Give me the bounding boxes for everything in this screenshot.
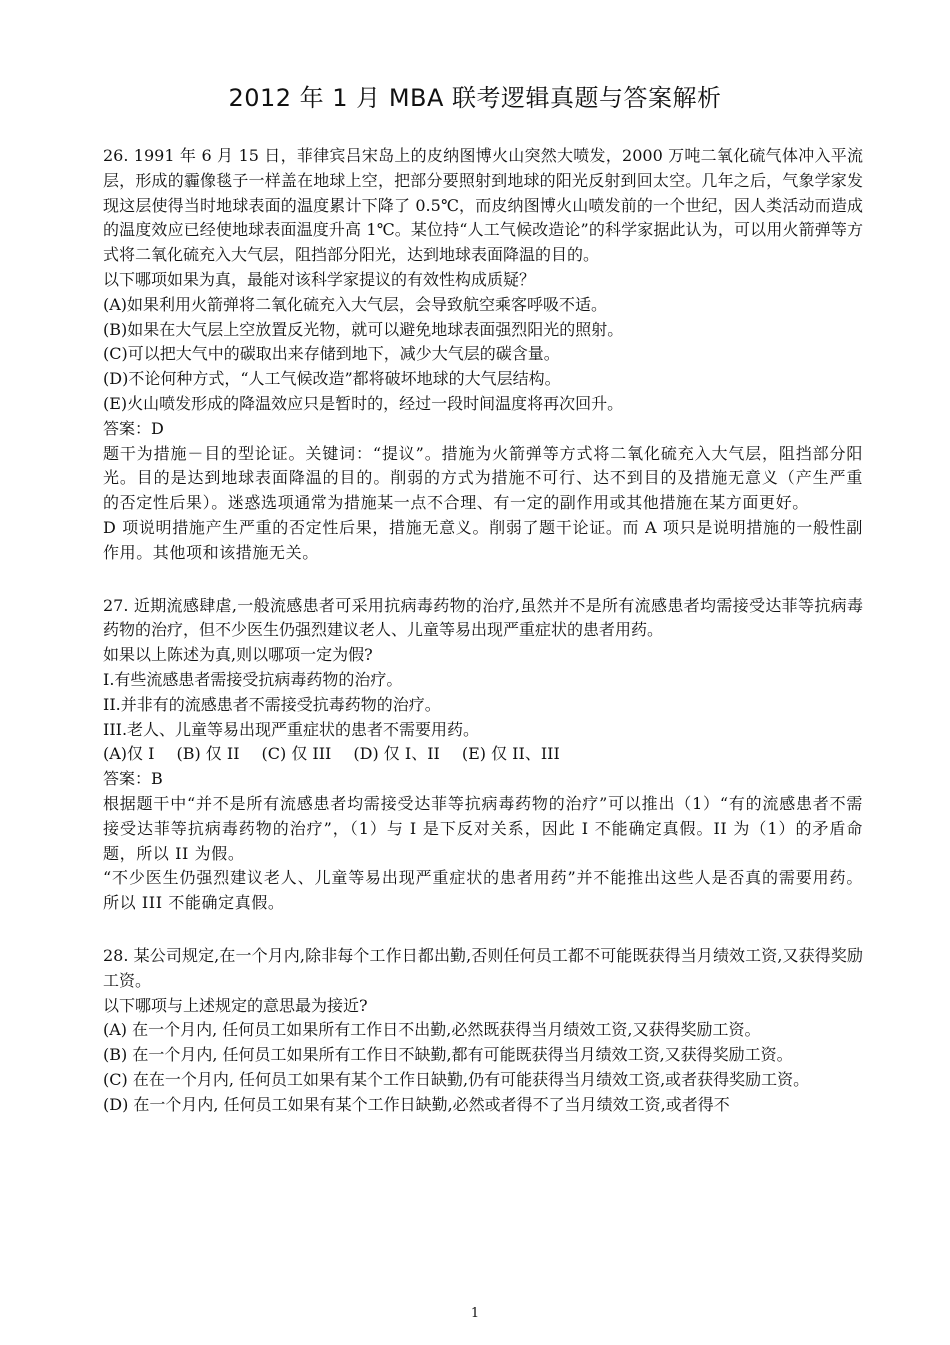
question-stem: 28. 某公司规定,在一个月内,除非每个工作日都出勤,否则任何员工都不可能既获得当月绩效工资,又获得奖励工资。 <box>103 945 863 990</box>
option-d: (D)不论何种方式，“人工气候改造”都将破坏地球的大气层结构。 <box>103 369 561 389</box>
question-prompt: 如果以上陈述为真,则以哪项一定为假? <box>103 645 373 665</box>
option-e: (E)火山喷发形成的降温效应只是暂时的，经过一段时间温度将再次回升。 <box>103 393 624 413</box>
question-stem: 27. 近期流感肆虐,一般流感患者可采用抗病毒药物的治疗,虽然并不是所有流感患者均需接受达菲等抗病毒药物的治疗，但不少医生仍强烈建议老人、儿童等易出现严重症状的患者用药。 <box>103 595 863 640</box>
option-e: (E) 仅 II、III <box>461 744 560 764</box>
question-prompt: 以下哪项如果为真，最能对该科学家提议的有效性构成质疑？ <box>103 269 536 289</box>
document-body <box>103 144 863 1117</box>
section-gap <box>103 566 863 594</box>
option-d: (D) 在一个月内, 任何员工如果有某个工作日缺勤,必然或者得不了当月绩效工资,或者得不 <box>103 1094 730 1114</box>
option-b: (B) 仅 II <box>176 744 240 764</box>
question-28 <box>103 944 863 1118</box>
section-gap <box>103 916 863 944</box>
option-d: (D) 仅 I、II <box>353 744 440 764</box>
analysis-paragraph: D 项说明措施产生严重的否定性后果，措施无意义。削弱了题干论证。而 A 项只是说明措施的一般性副作用。其他项和该措施无关。 <box>103 517 863 562</box>
option-b: (B) 在一个月内, 任何员工如果所有工作日不缺勤,都有可能既获得当月绩效工资,又获得奖励工资。 <box>103 1045 793 1065</box>
page-title: 2012 年 1 月 MBA 联考逻辑真题与答案解析 <box>228 84 722 112</box>
statement-ii: II.并非有的流感患者不需接受抗毒药物的治疗。 <box>103 694 441 714</box>
option-b: (B)如果在大气层上空放置反光物，就可以避免地球表面强烈阳光的照射。 <box>103 319 624 339</box>
answer: 答案：D <box>103 418 164 438</box>
question-prompt: 以下哪项与上述规定的意思最为接近? <box>103 995 368 1015</box>
analysis-paragraph: 题干为措施－目的型论证。关键词：“提议”。措施为火箭弹等方式将二氧化硫充入大气层，阻挡部分阳光。目的是达到地球表面降温的目的。削弱的方式为措施不可行、达不到目的及措施无意义（产生严重的否定性后果）。迷惑选项通常为措施某一点不合理、有一定的副作用或其他措施在某方面更好。 <box>103 443 863 513</box>
statement-iii: III.老人、儿童等易出现严重症状的患者不需要用药。 <box>103 719 480 739</box>
answer: 答案：B <box>103 769 163 789</box>
option-c: (C) 仅 III <box>261 744 332 764</box>
option-a: (A)仅 I <box>103 744 155 764</box>
statement-i: I.有些流感患者需接受抗病毒药物的治疗。 <box>103 669 403 689</box>
analysis-paragraph: “不少医生仍强烈建议老人、儿童等易出现严重症状的患者用药”并不能推出这些人是否真的需要用药。所以 III 不能确定真假。 <box>103 868 863 913</box>
option-a: (A) 在一个月内, 任何员工如果所有工作日不出勤,必然既获得当月绩效工资,又获得奖励工资。 <box>103 1020 761 1040</box>
page-number: 1 <box>470 1306 480 1321</box>
question-26 <box>103 144 863 566</box>
option-row <box>103 742 863 767</box>
analysis-paragraph: 根据题干中“并不是所有流感患者均需接受达菲等抗病毒药物的治疗”可以推出（1）“有的流感患者不需接受达菲等抗病毒药物的治疗”，（1）与 I 是下反对关系，因此 I 不能确定真假。II 为（1）的矛盾命题，所以 II 为假。 <box>103 793 863 863</box>
option-c: (C) 在在一个月内, 任何员工如果有某个工作日缺勤,仍有可能获得当月绩效工资,或者获得奖励工资。 <box>103 1069 810 1089</box>
option-c: (C)可以把大气中的碳取出来存储到地下，减少大气层的碳含量。 <box>103 344 560 364</box>
question-stem: 26. 1991 年 6 月 15 日，菲律宾吕宋岛上的皮纳图博火山突然大喷发，2000 万吨二氧化硫气体冲入平流层，形成的霾像毯子一样盖在地球上空，把部分要照射到地球的阳光反射到回太空。几年之后，气象学家发现这层使得当时地球表面的温度累计下降了 0.5℃，而皮纳图博火山喷发前的一个世纪，因人类活动而造成的温度效应已经使地球表面温度升高 1℃。某位持“人工气候改造论”的科学家据此认为，可以用火箭弹等方式将二氧化硫充入大气层，阻挡部分阳光，达到地球表面降温的目的。 <box>103 146 863 265</box>
option-a: (A)如果利用火箭弹将二氧化硫充入大气层，会导致航空乘客呼吸不适。 <box>103 294 608 314</box>
question-27 <box>103 594 863 916</box>
